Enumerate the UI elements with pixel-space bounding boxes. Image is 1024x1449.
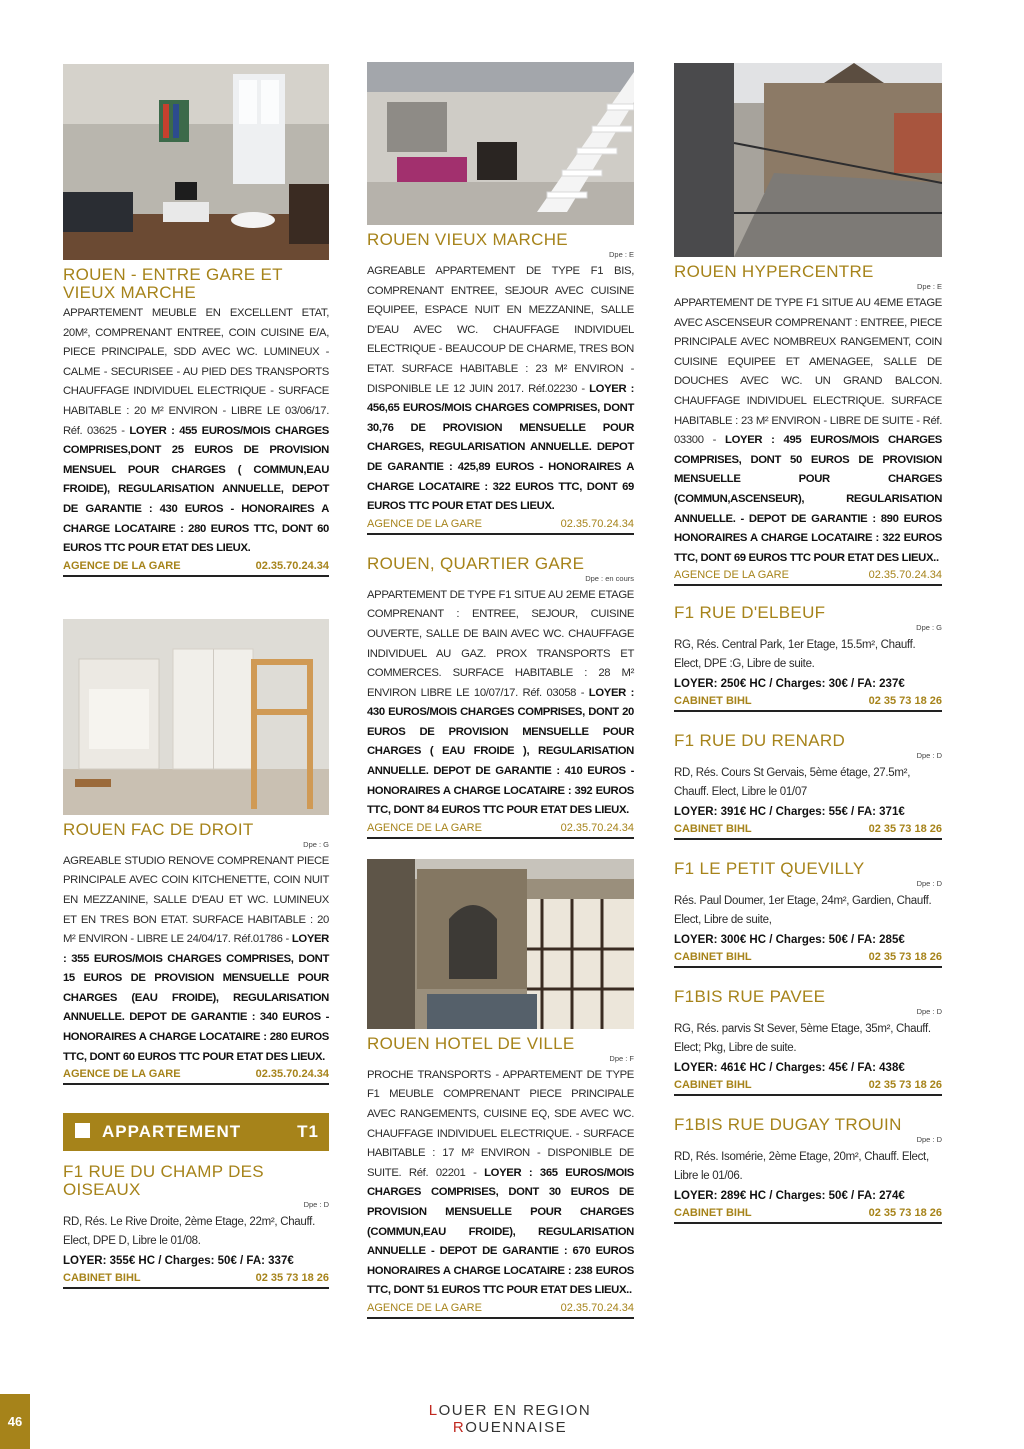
agency-phone[interactable]: 02.35.70.24.34 xyxy=(560,517,634,530)
agency-line xyxy=(367,1302,634,1319)
listing-description: APPARTEMENT DE TYPE F1 SITUE AU 4EME ETAGE AVEC ASCENSEUR COMPRENANT : ENTREE, PIECE PRINCIPALE AVEC NOMBREUX RANGEMENT, COIN CUISINE EQUIPEE ET AMENAGEE, SALLE DE DOUCHES AVEC WC. UN GRAND BALCON. CHAUFFAGE INDIVIDUEL ELECTRIQUE. SURFACE HABITABLE : 23 M² ENVIRON - LIBRE DE SUITE - Réf. 03300 - LOYER : 495 EUROS/MOIS CHARGES COMPRISES, DONT 50 EUROS DE PROVISION MENSUELLE POUR CHARGES (COMMUN,ASCENSEUR), REGULARISATION ANNUELLE. - DEPOT DE GARANTIE : 890 EUROS HONORAIRES A CHARGE LOCATAIRE : 322 EUROS TTC, DONT 69 EUROS TTC POUR ETAT DES LIEUX.. xyxy=(674,297,942,564)
agency-name: AGENCE DE LA GARE xyxy=(367,1301,482,1314)
listing-description: PROCHE TRANSPORTS - APPARTEMENT DE TYPE F1 MEUBLE COMPRENANT PIECE PRINCIPALE AVEC RANGEMENTS, CUISINE EQ, SDE AVEC WC. CHAUFFAGE INDIVIDUEL ELECTRIQUE. - SURFACE HABITABLE : 17 M² ENVIRON - DISPONIBLE DE SUITE. Réf. 02201 - LOYER : 365 EUROS/MOIS CHARGES COMPRISES, DONT 30 EUROS DE PROVISION MENSUELLE POUR CHARGES (COMMUN,EAU FROIDE), REGULARISATION ANNUELLE - DEPOT DE GARANTIE : 670 EUROS HONORAIRES A CHARGE LOCATAIRE : 238 EUROS TTC, DONT 51 EUROS TTC POUR ETAT DES LIEUX.. xyxy=(367,1068,634,1297)
listing-hotel-ville xyxy=(367,1035,634,1319)
agency-line xyxy=(63,1068,329,1085)
listing-description: RD, Rés. Cours St Gervais, 5ème étage, 27.5m², Chauff. Elect, Libre le 01/07 xyxy=(674,767,911,799)
dpe-rating: Dpe : D xyxy=(916,751,942,761)
listing-rent-terms: LOYER : 355 EUROS/MOIS CHARGES COMPRISES, DONT 15 EUROS DE PROVISION MENSUELLE POUR CHARGES (EAU FROIDE), REGULARISATION ANNUELLE. DEPOT DE GARANTIE : 340 EUROS - HONORAIRES A CHARGE LOCATAIRE : 280 EUROS TTC, DONT 60 EUROS TTC POUR ETAT DES LIEUX. xyxy=(63,933,329,1063)
listing-title: F1 RUE D'ELBEUF xyxy=(674,603,826,623)
listing-dugay xyxy=(674,1116,942,1224)
agency-name: CABINET BIHL xyxy=(674,951,752,964)
listing-title: F1 RUE DU CHAMP DES OISEAUX xyxy=(63,1162,264,1200)
listing-entre-gare xyxy=(63,266,329,577)
listing-description: APPARTEMENT DE TYPE F1 SITUE AU 2EME ETAGE COMPRENANT : ENTREE, SEJOUR, CUISINE OUVERTE, SALLE DE BAIN AVEC WC. CHAUFFAGE INDIVIDUEL AU GAZ. PROX TRANSPORTS ET COMMERCES. SURFACE HABITABLE : 28 M² ENVIRON LIBRE LE 10/07/17. Réf. 03058 - LOYER : 430 EUROS/MOIS CHARGES COMPRISES, DONT 20 EUROS DE PROVISION MENSUELLE POUR CHARGES ( EAU FROIDE ), REGULARISATION ANNUELLE. DEPOT DE GARANTIE : 410 EUROS - HONORAIRES A CHARGE LOCATAIRE : 392 EUROS TTC, DONT 84 EUROS TTC POUR ETAT DES LIEUX. xyxy=(367,588,634,817)
agency-name: CABINET BIHL xyxy=(674,1207,752,1220)
listing-description: Rés. Paul Doumer, 1er Etage, 24m², Gardien, Chauff. Elect, Libre de suite, xyxy=(674,895,932,927)
column-right xyxy=(674,63,942,1224)
listing-rent-terms: LOYER : 430 EUROS/MOIS CHARGES COMPRISES, DONT 20 EUROS DE PROVISION MENSUELLE POUR CHARGES ( EAU FROIDE ), REGULARISATION ANNUELLE. DEPOT DE GARANTIE : 410 EUROS - HONORAIRES A CHARGE LOCATAIRE : 392 EUROS TTC, DONT 84 EUROS TTC POUR ETAT DES LIEUX. xyxy=(367,686,634,817)
agency-name: AGENCE DE LA GARE xyxy=(367,517,482,530)
dpe-rating: Dpe : en cours xyxy=(585,573,634,583)
footer-letter-r: R xyxy=(452,1419,466,1436)
footer-text-a: OUER EN REGION xyxy=(438,1402,592,1419)
section-banner xyxy=(63,1113,329,1151)
page-footer xyxy=(372,1402,648,1436)
agency-name: CABINET BIHL xyxy=(674,1079,752,1092)
agency-line xyxy=(674,823,942,840)
section-type: T1 xyxy=(297,1122,319,1142)
listing-description: RG, Rés. parvis St Sever, 5ème Etage, 35m², Chauff. Elect; Pkg, Libre de suite. xyxy=(674,1023,931,1055)
dpe-rating: Dpe : E xyxy=(916,282,942,291)
agency-line xyxy=(63,1272,329,1289)
listing-rent-terms: LOYER : 495 EUROS/MOIS CHARGES COMPRISES, DONT 50 EUROS DE PROVISION MENSUELLE POUR CHARGES (COMMUN,ASCENSEUR), REGULARISATION ANNUELLE. - DEPOT DE GARANTIE : 890 EUROS HONORAIRES A CHARGE LOCATAIRE : 322 EUROS TTC, DONT 69 EUROS TTC POUR ETAT DES LIEUX.. xyxy=(674,434,942,564)
footer-letter-l: L xyxy=(428,1402,439,1419)
agency-line xyxy=(674,1079,942,1096)
dpe-rating: Dpe : D xyxy=(303,1200,329,1210)
agency-phone[interactable]: 02.35.70.24.34 xyxy=(255,559,329,572)
listing-title: ROUEN HYPERCENTRE xyxy=(674,262,874,281)
dpe-rating: Dpe : G xyxy=(916,623,942,633)
listing-pavee xyxy=(674,988,942,1096)
agency-phone[interactable]: 02 35 73 18 26 xyxy=(868,1207,942,1220)
page-number: 46 xyxy=(0,1394,30,1449)
section-label: APPARTEMENT xyxy=(102,1122,242,1142)
photo-mezzanine-bed xyxy=(63,619,329,815)
dpe-rating: Dpe : E xyxy=(608,250,634,259)
agency-phone[interactable]: 02.35.70.24.34 xyxy=(560,821,634,834)
listing-hypercentre xyxy=(674,263,942,586)
agency-name: CABINET BIHL xyxy=(674,823,752,836)
listing-description: RD, Rés. Le Rive Droite, 2ème Etage, 22m², Chauff. Elect, DPE D, Libre le 01/08. xyxy=(63,1216,315,1248)
dpe-rating: Dpe : D xyxy=(916,1007,942,1017)
dpe-rating: Dpe : G xyxy=(303,839,329,849)
listing-title: ROUEN VIEUX MARCHE xyxy=(367,230,568,249)
footer-text-b: OUENNAISE xyxy=(465,1419,568,1436)
agency-phone[interactable]: 02.35.70.24.34 xyxy=(255,1068,329,1081)
agency-line xyxy=(367,822,634,839)
agency-phone[interactable]: 02 35 73 18 26 xyxy=(868,695,942,708)
agency-line xyxy=(367,518,634,535)
listing-rent: LOYER: 355€ HC / Charges: 50€ / FA: 337€ xyxy=(63,1255,294,1268)
dpe-rating: Dpe : D xyxy=(916,879,942,889)
listing-title: F1 RUE DU RENARD xyxy=(674,731,846,751)
agency-name: CABINET BIHL xyxy=(63,1272,141,1285)
agency-line xyxy=(63,560,329,577)
square-icon xyxy=(75,1123,90,1138)
listing-title: F1 LE PETIT QUEVILLY xyxy=(674,859,865,879)
listing-description: AGREABLE APPARTEMENT DE TYPE F1 BIS, COMPRENANT ENTREE, SEJOUR AVEC CUISINE EQUIPEE, ESPACE NUIT EN MEZZANINE, SALLE D'EAU AVEC WC. CHAUFFAGE INDIVIDUEL ELECTRIQUE - BEAUCOUP DE CHARME, TRES BON ETAT. SURFACE HABITABLE : 23 M² ENVIRON - DISPONIBLE LE 12 JUIN 2017. Réf.02230 - LOYER : 456,65 EUROS/MOIS CHARGES COMPRISES, DONT 30,76 DE PROVISION MENSUELLE POUR CHARGES, REGULARISATION ANNUELLE. DEPOT DE GARANTIE : 425,89 EUROS - HONORAIRES A CHARGE LOCATAIRE : 322 EUROS TTC, DONT 69 EUROS TTC POUR ETAT DES LIEUX. xyxy=(367,265,634,513)
photo-balcony-view xyxy=(674,63,942,257)
listing-title: F1BIS RUE PAVEE xyxy=(674,987,826,1007)
column-middle xyxy=(367,62,634,1319)
agency-line xyxy=(674,695,942,712)
listing-fac-droit xyxy=(63,821,329,1086)
photo-mezzanine-stairs xyxy=(367,62,634,225)
listing-quevilly xyxy=(674,860,942,968)
listing-title: ROUEN - ENTRE GARE ET VIEUX MARCHE xyxy=(63,265,283,302)
listing-description: RG, Rés. Central Park, 1er Etage, 15.5m², Chauff. Elect, DPE :G, Libre de suite. xyxy=(674,639,916,671)
listing-description: AGREABLE STUDIO RENOVE COMPRENANT PIECE PRINCIPALE AVEC COIN KITCHENETTE, COIN NUIT EN MEZZANINE, SALLE D'EAU ET WC. LUMINEUX ET EN TRES BON ETAT. SURFACE HABITABLE : 20 M² ENVIRON - LIBRE LE 24/04/17. Réf.01786 - LOYER : 355 EUROS/MOIS CHARGES COMPRISES, DONT 15 EUROS DE PROVISION MENSUELLE POUR CHARGES (EAU FROIDE), REGULARISATION ANNUELLE. DEPOT DE GARANTIE : 340 EUROS - HONORAIRES A CHARGE LOCATAIRE : 280 EUROS TTC, DONT 60 EUROS TTC POUR ETAT DES LIEUX. xyxy=(63,854,329,1063)
agency-name: AGENCE DE LA GARE xyxy=(674,569,789,582)
agency-line xyxy=(674,1207,942,1224)
dpe-rating: Dpe : F xyxy=(609,1053,634,1063)
listing-rent: LOYER: 250€ HC / Charges: 30€ / FA: 237€ xyxy=(674,678,905,691)
listing-rent: LOYER: 289€ HC / Charges: 50€ / FA: 274€ xyxy=(674,1190,905,1203)
listing-elbeuf xyxy=(674,604,942,712)
column-left xyxy=(63,64,329,1289)
agency-phone[interactable]: 02 35 73 18 26 xyxy=(868,1079,942,1092)
listing-vieux-marche xyxy=(367,231,634,535)
listing-renard xyxy=(674,732,942,840)
listing-title: ROUEN, QUARTIER GARE xyxy=(367,553,585,573)
agency-phone[interactable]: 02.35.70.24.34 xyxy=(868,569,942,582)
dpe-rating: Dpe : D xyxy=(916,1135,942,1145)
listing-rent: LOYER: 391€ HC / Charges: 55€ / FA: 371€ xyxy=(674,806,905,819)
listing-rent-terms: LOYER : 455 EUROS/MOIS CHARGES COMPRISES,DONT 25 EUROS DE PROVISION MENSUEL POUR CHARGES ( COMMUN,EAU FROIDE), REGULARISATION ANNUELLE, DEPOT DE GARANTIE : 430 EUROS - HONORAIRES A CHARGE LOCATAIRE : 280 EUROS TTC, DONT 60 EUROS TTC POUR ETAT DES LIEUX. xyxy=(63,424,329,555)
listing-description: APPARTEMENT MEUBLE EN EXCELLENT ETAT, 20M², COMPRENANT ENTREE, COIN CUISINE E/A, PIECE PRINCIPALE, SDD AVEC WC. LUMINEUX - CALME - SECURISEE - AU PIED DES TRANSPORTS CHAUFFAGE INDIVIDUEL ELECTRIQUE - SURFACE HABITABLE : 20 M² ENVIRON - LIBRE LE 03/06/17. Réf. 03625 - LOYER : 455 EUROS/MOIS CHARGES COMPRISES,DONT 25 EUROS DE PROVISION MENSUEL POUR CHARGES ( COMMUN,EAU FROIDE), REGULARISATION ANNUELLE, DEPOT DE GARANTIE : 430 EUROS - HONORAIRES A CHARGE LOCATAIRE : 280 EUROS TTC, DONT 60 EUROS TTC POUR ETAT DES LIEUX. xyxy=(63,307,329,555)
agency-name: AGENCE DE LA GARE xyxy=(63,1068,181,1081)
listing-champ-oiseaux xyxy=(63,1163,329,1289)
agency-name: AGENCE DE LA GARE xyxy=(63,559,181,572)
agency-line xyxy=(674,569,942,586)
listing-title: F1BIS RUE DUGAY TROUIN xyxy=(674,1115,902,1135)
photo-living-room xyxy=(63,64,329,260)
agency-phone[interactable]: 02 35 73 18 26 xyxy=(868,823,942,836)
listing-title: ROUEN HOTEL DE VILLE xyxy=(367,1033,575,1053)
listing-rent-terms: LOYER : 456,65 EUROS/MOIS CHARGES COMPRISES, DONT 30,76 DE PROVISION MENSUELLE POUR CHARGES, REGULARISATION ANNUELLE. DEPOT DE GARANTIE : 425,89 EUROS - HONORAIRES A CHARGE LOCATAIRE : 322 EUROS TTC, DONT 69 EUROS TTC POUR ETAT DES LIEUX. xyxy=(367,382,634,513)
listing-title: ROUEN FAC DE DROIT xyxy=(63,819,254,839)
agency-name: AGENCE DE LA GARE xyxy=(367,821,482,834)
listing-rent: LOYER: 300€ HC / Charges: 50€ / FA: 285€ xyxy=(674,934,905,947)
agency-line xyxy=(674,951,942,968)
photo-church-courtyard xyxy=(367,859,634,1029)
agency-phone[interactable]: 02 35 73 18 26 xyxy=(868,951,942,964)
listing-rent-terms: LOYER : 365 EUROS/MOIS CHARGES COMPRISES, DONT 30 EUROS DE PROVISION MENSUELLE POUR CHARGES (COMMUN,EAU FROIDE), REGULARISATION ANNUELLE - DEPOT DE GARANTIE : 670 EUROS HONORAIRES A CHARGE LOCATAIRE : 238 EUROS TTC, DONT 51 EUROS TTC POUR ETAT DES LIEUX.. xyxy=(367,1166,634,1297)
agency-phone[interactable]: 02 35 73 18 26 xyxy=(255,1272,329,1285)
listing-rent: LOYER: 461€ HC / Charges: 45€ / FA: 438€ xyxy=(674,1062,905,1075)
agency-name: CABINET BIHL xyxy=(674,695,752,708)
listing-description: RD, Rés. Isomérie, 2ème Etage, 20m², Chauff. Elect, Libre le 01/06. xyxy=(674,1151,929,1183)
agency-phone[interactable]: 02.35.70.24.34 xyxy=(560,1301,634,1314)
listing-quartier-gare xyxy=(367,555,634,839)
